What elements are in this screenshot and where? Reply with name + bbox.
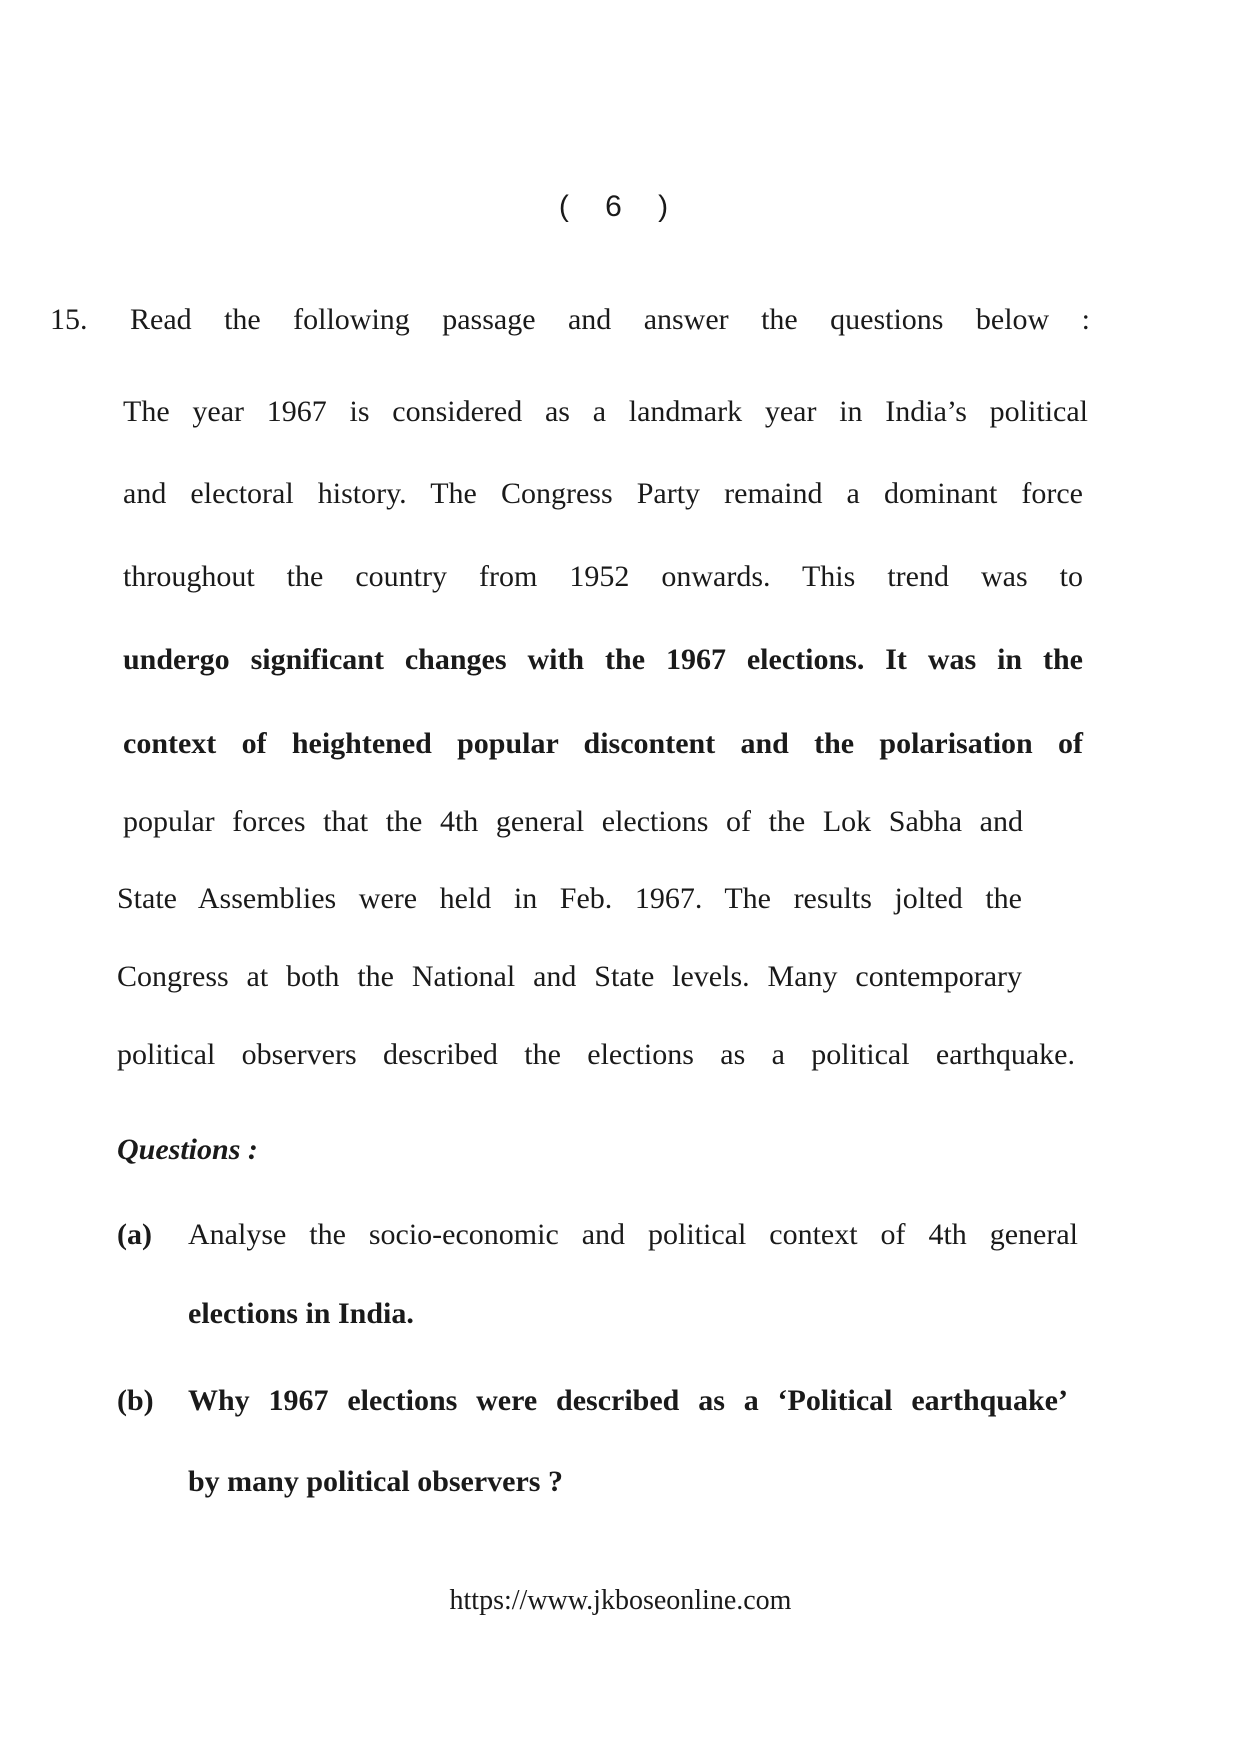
passage-line-7: State Assemblies were held in Feb. 1967. The results jolted the [117, 882, 1022, 915]
passage-line-3: throughout the country from 1952 onwards. This trend was to [123, 560, 1083, 593]
passage-line-2: and electoral history. The Congress Party remaind a dominant force [123, 477, 1083, 510]
passage-line-8: Congress at both the National and State levels. Many contemporary [117, 960, 1022, 993]
question-instruction: Read the following passage and answer the questions below : [130, 303, 1090, 336]
sub-question-b-line-1: Why 1967 elections were described as a ‘Political earthquake’ [188, 1384, 1068, 1417]
sub-question-b-label: (b) [117, 1384, 154, 1417]
passage-line-4: undergo significant changes with the 1967 elections. It was in the [123, 643, 1083, 676]
question-number: 15. [50, 303, 88, 336]
sub-question-a-label: (a) [117, 1218, 152, 1251]
sub-question-a-line-2: elections in India. [188, 1297, 414, 1330]
sub-question-b-line-2: by many political observers ? [188, 1465, 563, 1498]
passage-line-9: political observers described the elections as a political earthquake. [117, 1038, 1075, 1071]
passage-line-5: context of heightened popular discontent and the polarisation of [123, 727, 1083, 760]
sub-question-a-line-1: Analyse the socio-economic and political context of 4th general [188, 1218, 1078, 1251]
passage-line-1: The year 1967 is considered as a landmark year in India’s political [123, 395, 1088, 428]
questions-heading: Questions : [117, 1133, 258, 1166]
footer-url: https://www.jkboseonline.com [449, 1585, 792, 1616]
passage-line-6: popular forces that the 4th general elections of the Lok Sabha and [123, 805, 1023, 838]
page-number: ( 6 ) [558, 190, 683, 223]
